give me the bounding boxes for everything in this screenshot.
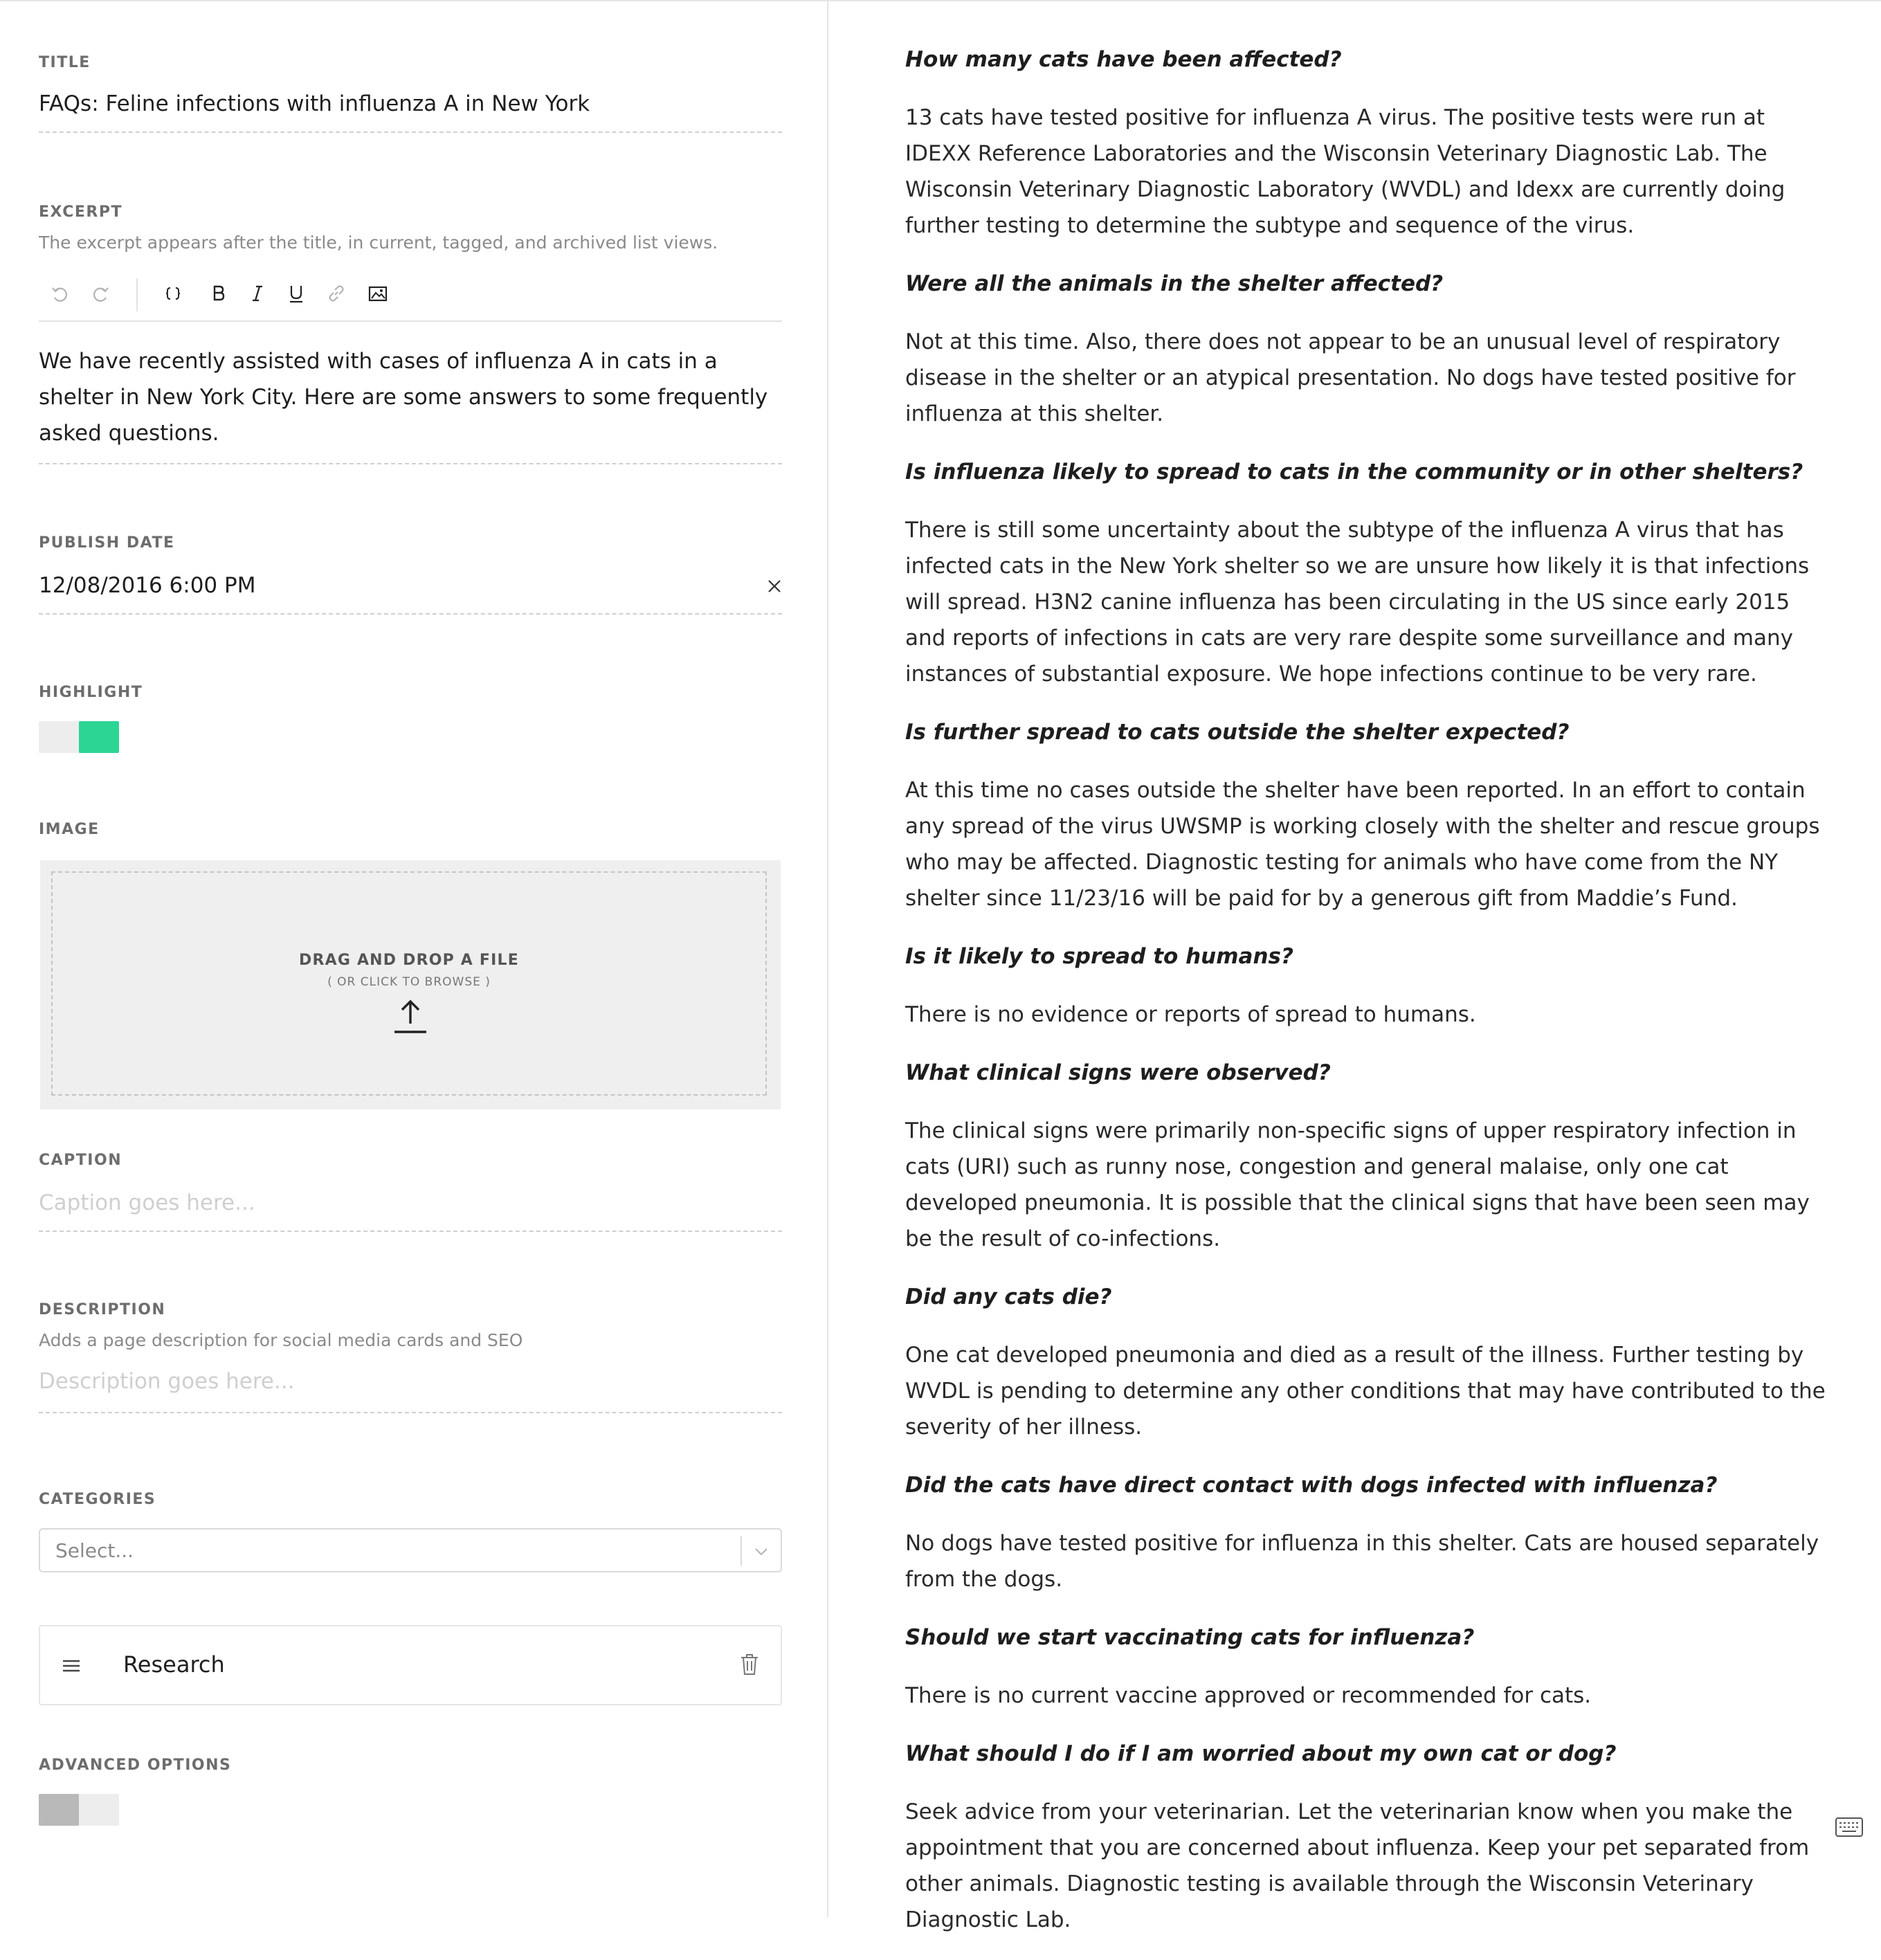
faq-answer: 13 cats have tested positive for influenza A virus. The positive tests were run at IDEXX Reference Laboratories and the Wisconsin Veterinary Diagnostic Lab. The Wisconsin Veterinary Diagnostic Laboratory (WVDL) and Idexx are currently doing further testing to determine the subtype and sequence of the virus. [905,105,1785,238]
settings-panel [0,0,828,1917]
redo-icon[interactable] [87,280,115,307]
caption-input[interactable]: Caption goes here... [39,1190,255,1215]
title-input[interactable]: FAQs: Feline infections with influenza A in New York [39,91,590,116]
description-hint: Adds a page description for social media cards and SEO [39,1330,523,1350]
categories-label: CATEGORIES [39,1491,156,1508]
title-underline [39,131,782,133]
keyboard-icon[interactable] [1835,1817,1863,1837]
excerpt-toolbar [39,274,782,316]
faq-answer: Seek advice from your veterinarian. Let the veterinarian know when you make the appointment that you are concerned about influenza. Keep your pet separated from other animals. Diagnostic testing is available through the Wisconsin Veterinary Diagnostic Lab. [905,1799,1810,1932]
highlight-label: HIGHLIGHT [39,684,143,701]
publish-date-label: PUBLISH DATE [39,534,175,552]
description-label: DESCRIPTION [39,1301,166,1318]
dropzone-border [51,871,767,1096]
category-item-label: Research [123,1651,225,1678]
dropzone-subtitle: ( OR CLICK TO BROWSE ) [327,975,491,989]
faq-answer: No dogs have tested positive for influenza in this shelter. Cats are housed separately from the dogs. [905,1531,1819,1592]
image-icon[interactable] [364,280,392,307]
description-underline [39,1412,782,1413]
faq-question: Is it likely to spread to humans? [905,944,1293,969]
category-item [39,1625,782,1705]
code-icon[interactable] [159,280,187,307]
link-icon[interactable] [322,280,350,307]
image-label: IMAGE [39,821,100,838]
underline-icon[interactable] [282,280,310,307]
bold-icon[interactable] [205,280,233,307]
publish-date-input[interactable]: 12/08/2016 6:00 PM [39,573,256,598]
faq-question: How many cats have been affected? [905,47,1342,72]
italic-icon[interactable] [244,280,271,307]
faq-answer: One cat developed pneumonia and died as a result of the illness. Further testing by WVDL is pending to determine any other conditions that may have contributed to the severity of her illness. [905,1343,1826,1440]
faq-question: What clinical signs were observed? [905,1060,1331,1085]
excerpt-label: EXCERPT [39,203,122,221]
excerpt-editor[interactable]: We have recently assisted with cases of influenza A in cats in a shelter in New York City. Here are some answers to some frequently asked questions. [39,349,768,446]
advanced-options-label: ADVANCED OPTIONS [39,1757,232,1774]
toolbar-separator [136,278,138,311]
faq-question: Did any cats die? [905,1285,1112,1309]
faq-question: Is further spread to cats outside the shelter expected? [905,720,1570,745]
advanced-options-toggle-knob [39,1794,79,1826]
faq-answer: There is still some uncertainty about the subtype of the influenza A virus that has infected cats in the New York shelter so we are unsure how likely it is that infections will spread. H3N2 canine influenza has been circulating in the US since early 2015 and reports of infections in cats are very rare despite some surveillance and many instances of substantial exposure. We hope infections continue to be very rare. [905,518,1810,687]
toolbar-rule [39,320,782,322]
faq-question: What should I do if I am worried about my own cat or dog? [905,1741,1617,1766]
image-dropzone[interactable] [40,860,781,1109]
publish-date-underline [39,613,782,615]
description-input[interactable]: Description goes here... [39,1369,295,1394]
chevron-down-icon[interactable] [752,1542,771,1561]
title-label: TITLE [39,54,91,71]
faq-answer: At this time no cases outside the shelter have been reported. In an effort to contain any spread of the virus UWSMP is working closely with the shelter and rescue groups who may be affected. Diagnostic testing for animals who have come from the NY shelter since 11/23/16 will be paid for by a generous gift from Maddie’s Fund. [905,778,1820,911]
trash-icon[interactable] [739,1653,760,1676]
clear-date-icon[interactable] [764,576,785,597]
advanced-options-toggle[interactable] [39,1794,119,1826]
faq-question: Did the cats have direct contact with dogs infected with influenza? [905,1473,1718,1498]
highlight-toggle-knob [79,721,119,753]
faq-answer: The clinical signs were primarily non-specific signs of upper respiratory infection in cats (URI) such as runny nose, congestion and general malaise, only one cat developed pneumonia. It is possible that the clinical signs that have been seen may be the result of co-infections. [905,1118,1810,1251]
content-editor[interactable] [828,0,1881,1932]
highlight-toggle[interactable] [39,721,119,753]
caption-label: CAPTION [39,1152,122,1169]
faq-answer: There is no current vaccine approved or recommended for cats. [905,1683,1592,1708]
excerpt-hint: The excerpt appears after the title, in current, tagged, and archived list views. [39,233,718,253]
categories-select-placeholder: Select... [55,1539,134,1562]
faq-question: Is influenza likely to spread to cats in the community or in other shelters? [905,460,1803,484]
upload-icon [393,997,428,1036]
faq-answer: Not at this time. Also, there does not appear to be an unusual level of respiratory disease in the shelter or an atypical presentation. No dogs have tested positive for influenza at this shelter. [905,329,1796,426]
drag-handle-icon[interactable] [61,1655,82,1676]
faq-answer: There is no evidence or reports of spread to humans. [905,1002,1476,1027]
faq-question: Should we start vaccinating cats for influenza? [905,1625,1475,1650]
categories-select[interactable] [39,1528,782,1572]
caption-underline [39,1231,782,1232]
undo-icon[interactable] [46,280,73,307]
dropzone-title: DRAG AND DROP A FILE [299,952,519,969]
faq-question: Were all the animals in the shelter affected? [905,271,1444,296]
select-separator [740,1536,742,1566]
article-body [905,42,1826,1960]
excerpt-underline [39,463,782,464]
